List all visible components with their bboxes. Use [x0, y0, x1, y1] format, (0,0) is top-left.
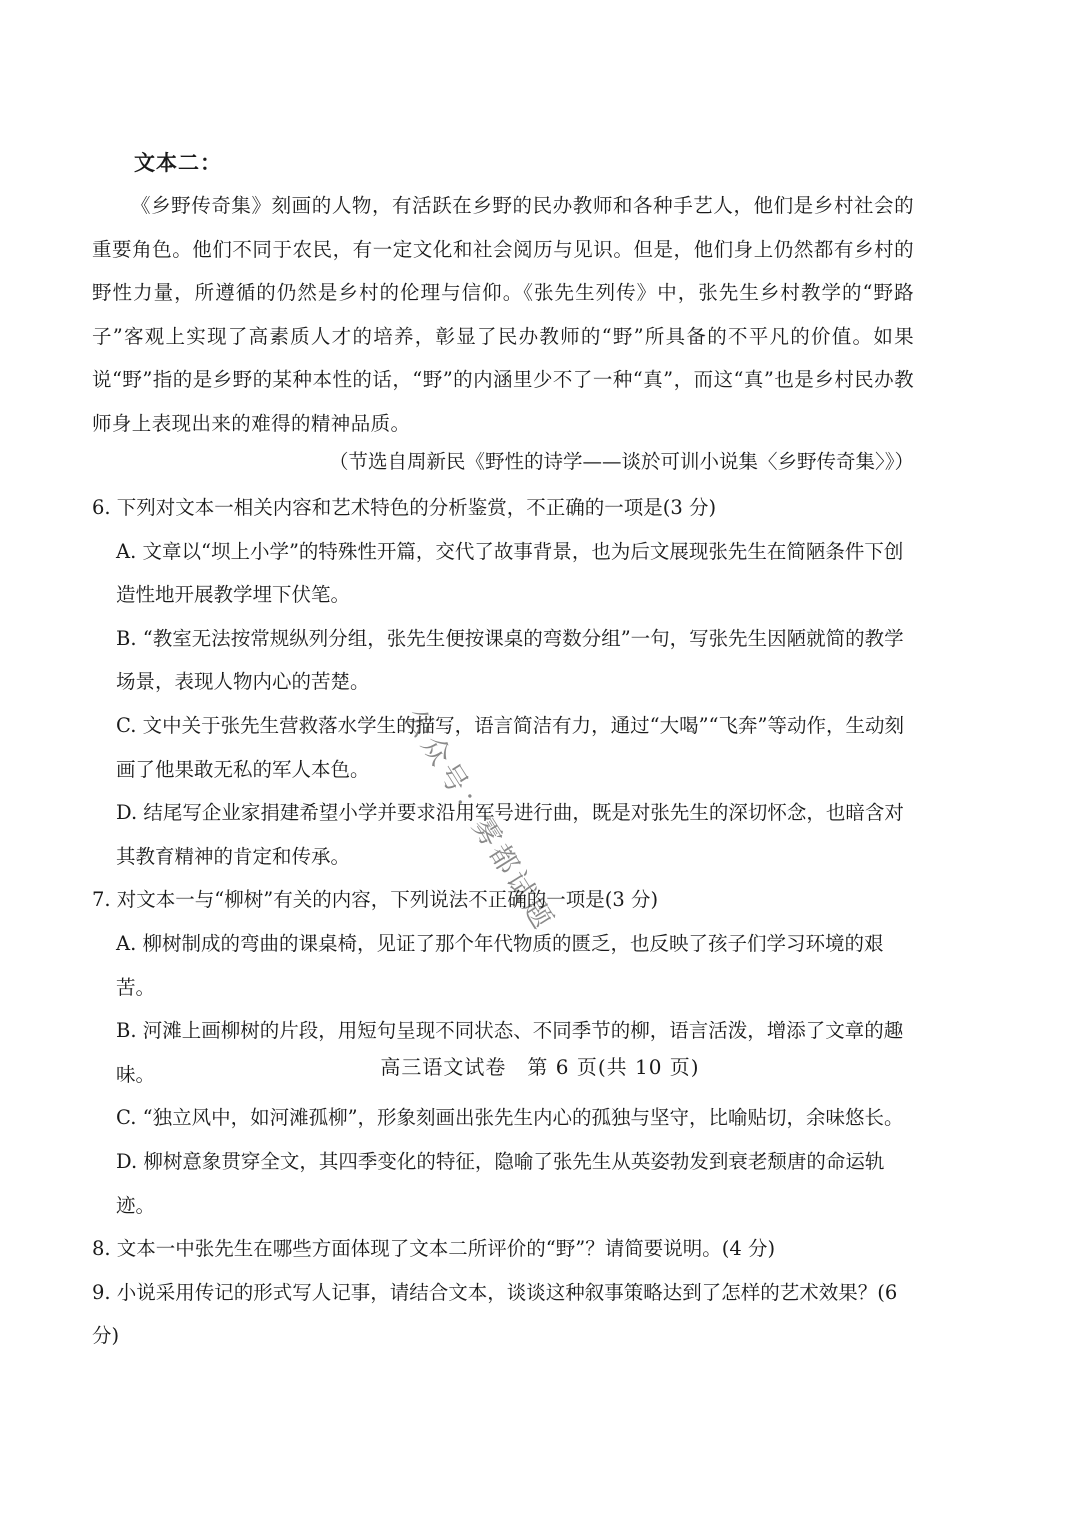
question-9	[92, 1271, 914, 1358]
question-stem: 6. 下列对文本一相关内容和艺术特色的分析鉴赏，不正确的一项是(3 分)	[92, 496, 717, 519]
question-8	[92, 1227, 914, 1271]
option-a: A. 柳树制成的弯曲的课桌椅，见证了那个年代物质的匮乏，也反映了孩子们学习环境的艰苦。	[116, 931, 884, 999]
text2-source: （节选自周新民《野性的诗学——谈於可训小说集〈乡野传奇集〉》）	[328, 450, 914, 473]
option-d: D. 结尾写企业家捐建希望小学并要求沿用军号进行曲，既是对张先生的深切怀念，也暗含对其教育精神的肯定和传承。	[116, 801, 904, 868]
question-stem: 7. 对文本一与“柳树”有关的内容，下列说法不正确的一项是(3 分)	[92, 888, 659, 912]
watermark: 公众号：雾都试题	[397, 702, 562, 938]
question-stem: 8. 文本一中张先生在哪些方面体现了文本二所评价的“野”？请简要说明。(4 分)	[92, 1237, 776, 1261]
option-d: D. 柳树意象贯穿全文，其四季变化的特征，隐喻了张先生从英姿勃发到衰老颓唐的命运轨迹。	[116, 1149, 885, 1217]
page-footer: 高三语文试卷 第 6 页(共 10 页)	[380, 1055, 700, 1079]
text2-paragraph: 《乡野传奇集》刻画的人物，有活跃在乡野的民办教师和各种手艺人，他们是乡村社会的重要角色。他们不同于农民，有一定文化和社会阅历与见识。但是，他们身上仍然都有乡村的野性力量，所遵循的仍然是乡村的伦理与信仰。《张先生列传》中，张先生乡村教学的“野路子”客观上实现了高素质人才的培养，彰显了民办教师的“野”所具备的不平凡的价值。如果说“野”指的是乡野的某种本性的话，“野”的内涵里少不了一种“真”，而这“真”也是乡村民办教师身上表现出来的难得的精神品质。	[92, 194, 914, 435]
option-a: A. 文章以“坝上小学”的特殊性开篇，交代了故事背景，也为后文展现张先生在简陋条件下创造性地开展教学埋下伏笔。	[116, 539, 904, 607]
question-stem: 9. 小说采用传记的形式写人记事，请结合文本，谈谈这种叙事策略达到了怎样的艺术效果？(6 分)	[92, 1280, 898, 1348]
option-b: B. “教室无法按常规纵列分组，张先生便按课桌的弯数分组”一句，写张先生因陋就简的教学场景，表现人物内心的苦楚。	[116, 626, 904, 694]
option-c: C. “独立风中，如河滩孤柳”，形象刻画出张先生内心的孤独与坚守，比喻贴切，余味悠长。	[116, 1106, 904, 1130]
question-list	[92, 486, 914, 1358]
section-title: 文本二：	[134, 150, 222, 175]
option-c: C. 文中关于张先生营救落水学生的描写，语言简洁有力，通过“大喝”“飞奔”等动作，生动刻画了他果敢无私的军人本色。	[116, 713, 904, 781]
option-b: B. 河滩上画柳树的片段，用短句呈现不同状态、不同季节的柳，语言活泼，增添了文章的趣味。	[116, 1019, 904, 1086]
